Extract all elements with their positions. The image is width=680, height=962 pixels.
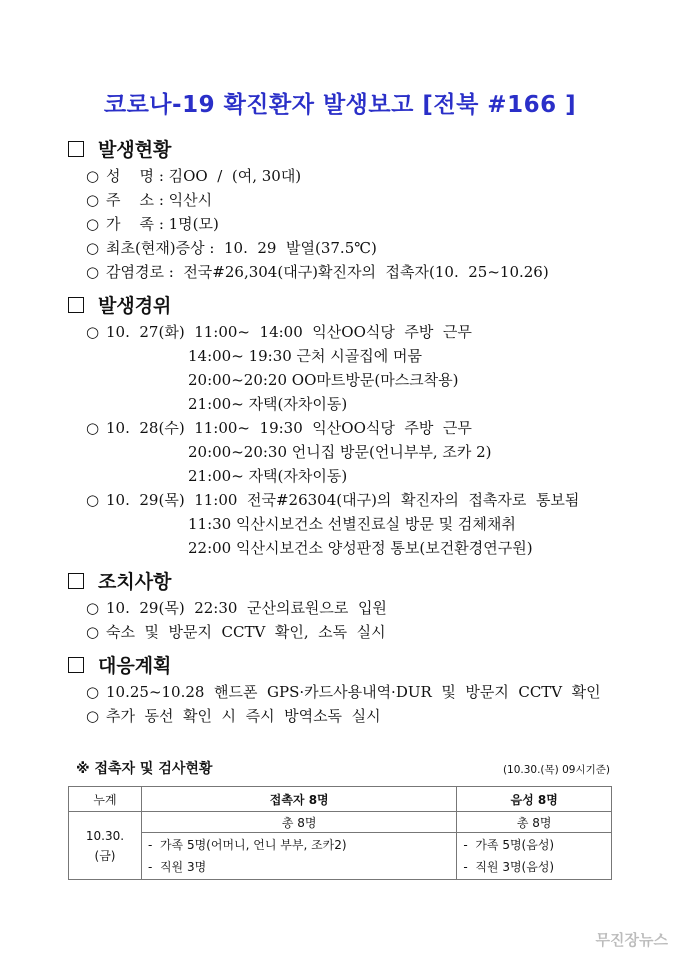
history-line: 20:00~20:20 OO마트방문(마스크착용) <box>188 371 459 389</box>
action-item: ○ 숙소 및 방문지 CCTV 확인, 소독 실시 <box>86 623 386 641</box>
checkbox-square-icon <box>68 141 84 157</box>
date-cell <box>69 812 142 880</box>
circle-bullet-icon: ○ <box>86 419 100 437</box>
history-day: ○ 10. 27(화) 11:00~ 14:00 익산OO식당 주방 근무 <box>86 323 472 341</box>
circle-bullet-icon: ○ <box>86 167 100 185</box>
status-item: ○ 최초(현재)증상 : 10. 29 발열(37.5℃) <box>86 239 377 257</box>
section-heading-actions: 조치사항 <box>68 567 171 594</box>
status-item: ○ 성 명 : 김OO / (여, 30대) <box>86 167 302 185</box>
circle-bullet-icon: ○ <box>86 263 100 281</box>
history-day: ○ 10. 28(수) 11:00~ 19:30 익산OO식당 주방 근무 <box>86 419 472 437</box>
section-heading-status: 발생현황 <box>68 135 171 162</box>
weekday-text: (금) <box>94 848 116 863</box>
header-total: 누계 <box>69 787 142 812</box>
circle-bullet-icon: ○ <box>86 707 100 725</box>
history-line: 21:00~ 자택(자차이동) <box>188 467 348 485</box>
table-row <box>69 812 612 833</box>
checkbox-square-icon <box>68 657 84 673</box>
table-row <box>69 833 612 880</box>
list-item: - 가족 5명(음성) <box>463 838 555 852</box>
circle-bullet-icon: ○ <box>86 191 100 209</box>
history-line: 11:30 익산시보건소 선별진료실 방문 및 검체채취 <box>188 515 516 533</box>
circle-bullet-icon: ○ <box>86 239 100 257</box>
contacts-table <box>68 786 612 880</box>
history-line: 14:00~ 19:30 근처 시골집에 머뭄 <box>188 347 423 365</box>
circle-bullet-icon: ○ <box>86 599 100 617</box>
negative-total-cell: 총 8명 <box>457 812 612 833</box>
date-text: 10.30. <box>85 828 125 843</box>
history-day: ○ 10. 29(목) 11:00 전국#26304(대구)의 확진자의 접촉자로 통보됨 <box>86 491 580 509</box>
header-negative: 음성 8명 <box>457 787 612 812</box>
circle-bullet-icon: ○ <box>86 323 100 341</box>
report-title: 코로나-19 확진환자 발생보고 [전북 #166 ] <box>103 92 577 118</box>
watermark: 무진장뉴스 <box>595 931 668 949</box>
contacts-title: ※ 접촉자 및 검사현황 <box>76 761 213 777</box>
list-item: - 가족 5명(어머니, 언니 부부, 조카2) <box>148 838 347 852</box>
circle-bullet-icon: ○ <box>86 683 100 701</box>
contact-list-cell <box>142 833 457 880</box>
table-header-row <box>69 787 612 812</box>
status-item: ○ 감염경로 : 전국#26,304(대구)확진자의 접촉자(10. 25~10.26) <box>86 263 549 281</box>
plan-item: ○ 추가 동선 확인 시 즉시 방역소독 실시 <box>86 707 381 725</box>
status-item: ○ 주 소 : 익산시 <box>86 191 213 209</box>
history-line: 20:00~20:30 언니집 방문(언니부부, 조카 2) <box>188 443 492 461</box>
list-item: - 직원 3명(음성) <box>463 860 555 874</box>
history-line: 21:00~ 자택(자차이동) <box>188 395 348 413</box>
history-line: 22:00 익산시보건소 양성판정 통보(보건환경연구원) <box>188 539 533 557</box>
section-heading-plan: 대응계획 <box>68 651 171 678</box>
list-item: - 직원 3명 <box>148 860 207 874</box>
header-contacts: 접촉자 8명 <box>142 787 457 812</box>
circle-bullet-icon: ○ <box>86 491 100 509</box>
action-item: ○ 10. 29(목) 22:30 군산의료원으로 입원 <box>86 599 387 617</box>
section-heading-history: 발생경위 <box>68 291 171 318</box>
checkbox-square-icon <box>68 573 84 589</box>
circle-bullet-icon: ○ <box>86 215 100 233</box>
negative-list-cell <box>457 833 612 880</box>
checkbox-square-icon <box>68 297 84 313</box>
contacts-basis-date: (10.30.(목) 09시기준) <box>502 764 610 776</box>
plan-item: ○ 10.25~10.28 핸드폰 GPS·카드사용내역·DUR 및 방문지 CCTV 확인 <box>86 683 601 701</box>
status-item: ○ 가 족 : 1명(모) <box>86 215 219 233</box>
contact-total-cell: 총 8명 <box>142 812 457 833</box>
circle-bullet-icon: ○ <box>86 623 100 641</box>
